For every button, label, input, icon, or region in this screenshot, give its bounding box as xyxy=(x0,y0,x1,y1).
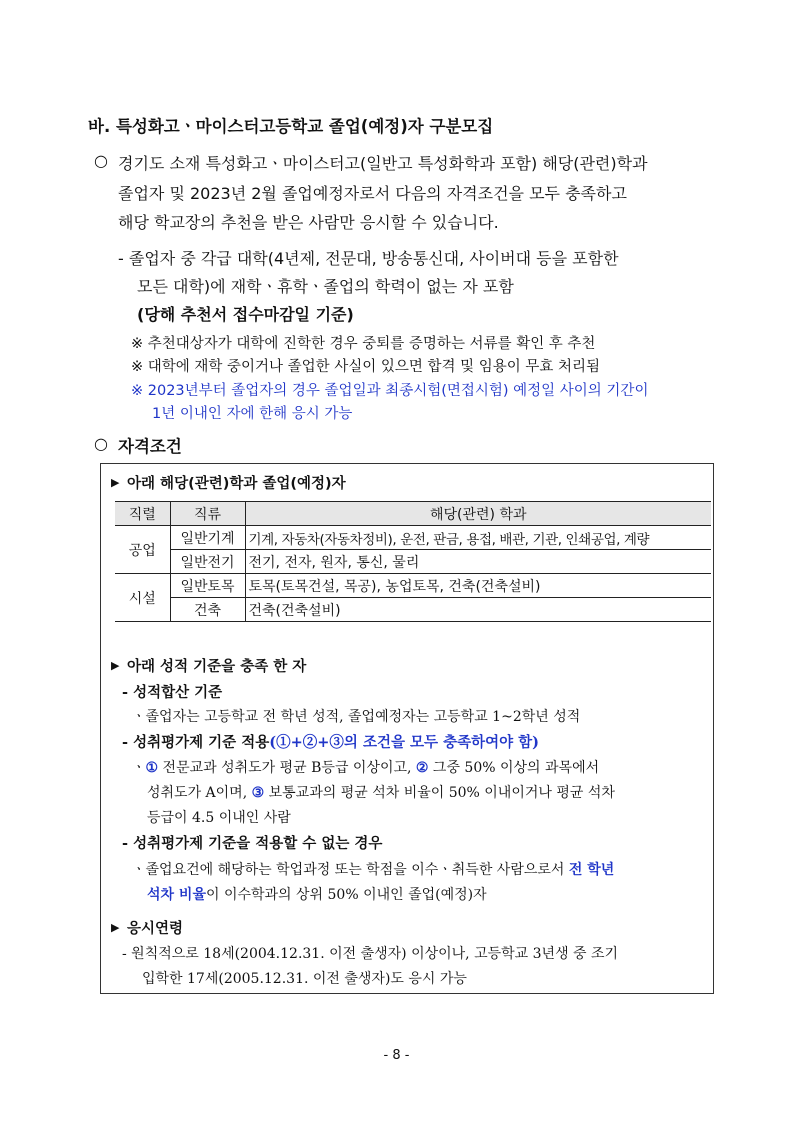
dept-cell: 토목(토목건설, 목공), 농업토목, 건축(건축설비) xyxy=(245,574,711,598)
table-header-row xyxy=(115,502,711,526)
dot: ㆍ xyxy=(132,760,146,776)
dept-cell: 전기, 전자, 원자, 통신, 물리 xyxy=(245,550,711,574)
series-cell: 시설 xyxy=(115,574,170,622)
intro-line-1: 경기도 소재 특성화고ㆍ마이스터고(일반고 특성화학과 포함) 해당(관련)학과 xyxy=(118,154,648,173)
header-series: 직렬 xyxy=(115,502,170,526)
table-row xyxy=(115,598,711,622)
header-class: 직류 xyxy=(170,502,245,526)
circled-3: ③ xyxy=(251,785,265,801)
emphasis-rank-ratio: 석차 비율 xyxy=(147,887,206,903)
intro-line-3: 해당 학교장의 추천을 받은 사람만 응시할 수 있습니다. xyxy=(118,213,499,232)
achievement-text-3: 성취도가 A이며, xyxy=(147,785,252,801)
dept-cell: 건축(건축설비) xyxy=(245,598,711,622)
department-table xyxy=(115,501,711,622)
grade-sum-title: - 성적합산 기준 xyxy=(122,684,223,701)
intro-bullet: ○ xyxy=(94,151,108,170)
achievement-title xyxy=(122,731,539,752)
triangle-icon: ▶ xyxy=(111,659,120,672)
not-applicable-line-1 xyxy=(132,859,614,879)
emphasis-all-grades: 전 학년 xyxy=(568,862,615,878)
class-cell: 건축 xyxy=(170,598,245,622)
triangle-icon: ▶ xyxy=(111,921,120,934)
blue-note-line-2: 1년 이내인 자에 한해 응시 가능 xyxy=(152,406,353,422)
achievement-text-2: 그중 50% 이상의 과목에서 xyxy=(428,760,600,776)
achievement-text-4: 보통교과의 평균 석차 비율이 50% 이내이거나 평균 석차 xyxy=(264,785,615,801)
dept-cell: 기계, 자동차(자동차정비), 운전, 판금, 용접, 배관, 기관, 인쇄공업, 계량 xyxy=(245,526,711,550)
achievement-text-1: 전문교과 성취도가 평균 B등급 이상이고, xyxy=(158,760,416,776)
class-cell: 일반전기 xyxy=(170,550,245,574)
class-cell: 일반토목 xyxy=(170,574,245,598)
age-line-2: 입학한 17세(2005.12.31. 이전 출생자)도 응시 가능 xyxy=(142,971,467,987)
note-1: ※ 추천대상자가 대학에 진학한 경우 중퇴를 증명하는 서류를 확인 후 추천 xyxy=(131,336,596,352)
table-row xyxy=(115,550,711,574)
achievement-line-1 xyxy=(132,757,599,777)
age-heading: 응시연령 xyxy=(127,920,184,937)
not-applicable-title: - 성취평가제 기준을 적용할 수 없는 경우 xyxy=(122,835,383,852)
circled-2: ② xyxy=(415,760,429,776)
dash-note-emphasis: (당해 추천서 접수마감일 기준) xyxy=(137,305,354,324)
series-cell: 공업 xyxy=(115,526,170,574)
class-cell: 일반기계 xyxy=(170,526,245,550)
achievement-title-b: (①+②+③의 조건을 모두 충족하여야 함) xyxy=(269,734,540,751)
box-heading-departments: 아래 해당(관련)학과 졸업(예정)자 xyxy=(127,476,346,492)
dash-note-line-2: 모든 대학)에 재학ㆍ휴학ㆍ졸업의 학력이 없는 자 포함 xyxy=(137,277,514,296)
box-heading-grades: 아래 성적 기준을 충족 한 자 xyxy=(127,658,307,675)
grade-sum-text: ㆍ졸업자는 고등학교 전 학년 성적, 졸업예정자는 고등학교 1~2학년 성적 xyxy=(132,709,581,725)
achievement-line-3: 등급이 4.5 이내인 사람 xyxy=(147,810,291,826)
section-title: 바. 특성화고ㆍ마이스터고등학교 졸업(예정)자 구분모집 xyxy=(88,117,494,136)
achievement-line-2 xyxy=(147,782,615,802)
table-row xyxy=(115,526,711,550)
note-2: ※ 대학에 재학 중이거나 졸업한 사실이 있으면 합격 및 임용이 무효 처리됨 xyxy=(131,359,601,375)
achievement-title-a: - 성취평가제 기준 적용 xyxy=(122,734,270,751)
blue-note-line-1: ※ 2023년부터 졸업자의 경우 졸업일과 최종시험(면접시험) 예정일 사이의 기간이 xyxy=(131,383,649,399)
not-applicable-text-2: 이 이수학과의 상위 50% 이내인 졸업(예정)자 xyxy=(205,887,487,903)
header-dept: 해당(관련) 학과 xyxy=(245,502,711,526)
qual-bullet: ○ xyxy=(94,434,108,453)
age-line-1: - 원칙적으로 18세(2004.12.31. 이전 출생자) 이상이나, 고등학교 3년생 중 조기 xyxy=(122,946,619,962)
circled-1: ① xyxy=(145,760,159,776)
not-applicable-line-2 xyxy=(147,884,487,904)
triangle-icon: ▶ xyxy=(111,476,120,489)
page-number: - 8 - xyxy=(383,1048,410,1063)
table-row xyxy=(115,574,711,598)
not-applicable-text-1: ㆍ졸업요건에 해당하는 학업과정 또는 학점을 이수ㆍ취득한 사람으로서 xyxy=(132,862,569,878)
qual-heading: 자격조건 xyxy=(118,437,182,456)
intro-line-2: 졸업자 및 2023년 2월 졸업예정자로서 다음의 자격조건을 모두 충족하고 xyxy=(118,184,627,203)
dash-note-line-1: - 졸업자 중 각급 대학(4년제, 전문대, 방송통신대, 사이버대 등을 포함한 xyxy=(118,249,619,268)
